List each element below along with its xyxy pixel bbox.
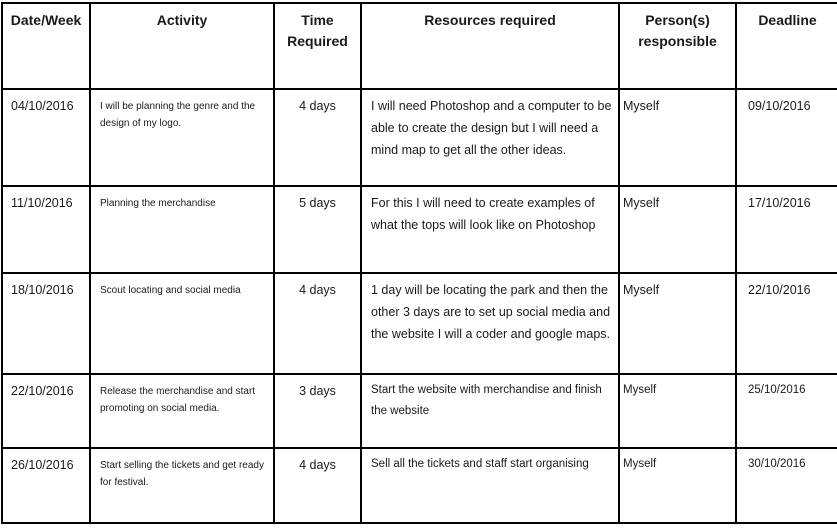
table-row: [2, 186, 837, 273]
planning-table: [1, 2, 837, 524]
cell-date: 18/10/2016: [2, 273, 90, 374]
cell-date: 22/10/2016: [2, 374, 90, 448]
cell-deadline: 09/10/2016: [736, 89, 837, 186]
column-header-time-required: Time Required: [274, 3, 361, 89]
cell-deadline: 17/10/2016: [736, 186, 837, 273]
cell-person: Myself: [619, 448, 736, 523]
cell-time: 4 days: [274, 273, 361, 374]
header-row: [2, 3, 837, 89]
cell-resources: 1 day will be locating the park and then the other 3 days are to set up social media and the website I will a coder and google maps.: [361, 273, 619, 374]
cell-time: 4 days: [274, 89, 361, 186]
cell-time: 3 days: [274, 374, 361, 448]
column-header-activity: Activity: [90, 3, 274, 89]
cell-person: Myself: [619, 374, 736, 448]
column-header-deadline: Deadline: [736, 3, 837, 89]
column-header-person-responsible: Person(s) responsible: [619, 3, 736, 89]
cell-resources: Start the website with merchandise and finish the website: [361, 374, 619, 448]
table-row: [2, 273, 837, 374]
cell-person: Myself: [619, 89, 736, 186]
cell-date: 26/10/2016: [2, 448, 90, 523]
cell-resources: Sell all the tickets and staff start organising: [361, 448, 619, 523]
cell-activity: Scout locating and social media: [90, 273, 274, 374]
cell-resources: For this I will need to create examples of what the tops will look like on Photoshop: [361, 186, 619, 273]
column-header-resources-required: Resources required: [361, 3, 619, 89]
cell-time: 4 days: [274, 448, 361, 523]
cell-activity: Start selling the tickets and get ready for festival.: [90, 448, 274, 523]
cell-deadline: 25/10/2016: [736, 374, 837, 448]
table-row: [2, 448, 837, 523]
cell-time: 5 days: [274, 186, 361, 273]
table-row: [2, 89, 837, 186]
cell-date: 11/10/2016: [2, 186, 90, 273]
cell-activity: Release the merchandise and start promoting on social media.: [90, 374, 274, 448]
cell-deadline: 30/10/2016: [736, 448, 837, 523]
cell-resources: I will need Photoshop and a computer to be able to create the design but I will need a mind map to get all the other ideas.: [361, 89, 619, 186]
column-header-date: Date/Week: [2, 3, 90, 89]
cell-date: 04/10/2016: [2, 89, 90, 186]
cell-activity: I will be planning the genre and the design of my logo.: [90, 89, 274, 186]
table-row: [2, 374, 837, 448]
cell-person: Myself: [619, 186, 736, 273]
cell-person: Myself: [619, 273, 736, 374]
cell-deadline: 22/10/2016: [736, 273, 837, 374]
cell-activity: Planning the merchandise: [90, 186, 274, 273]
